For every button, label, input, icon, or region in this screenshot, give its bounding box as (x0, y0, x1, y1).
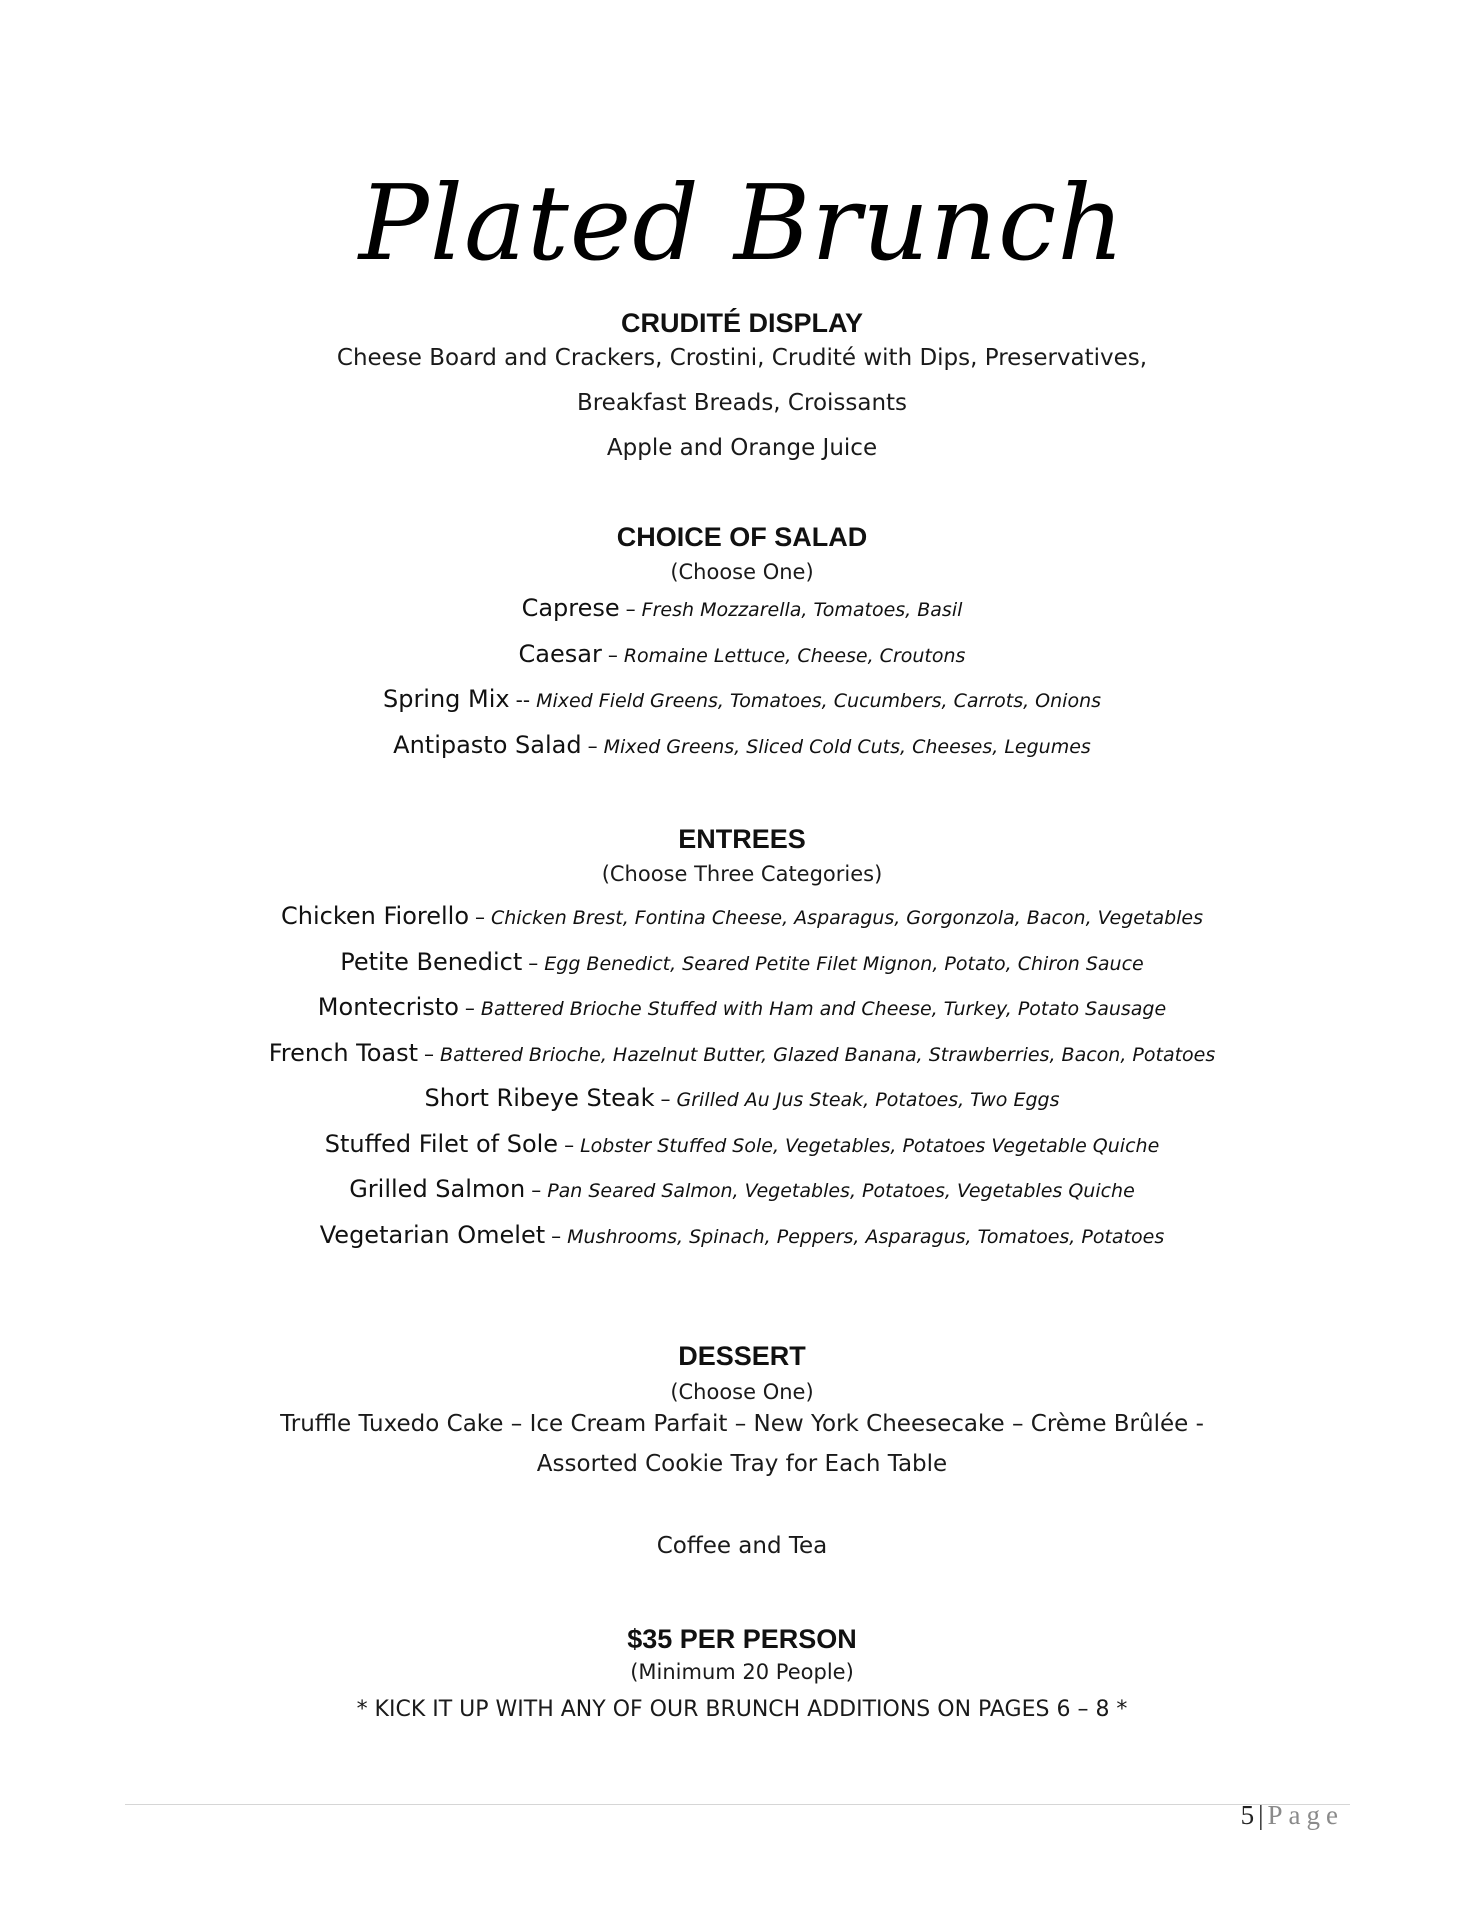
salad-item (0, 594, 1484, 622)
salad-item-desc: Mixed Greens, Sliced Cold Cuts, Cheeses, Legumes (603, 736, 1091, 758)
salad-item (0, 731, 1484, 759)
entree-item-desc: Mushrooms, Spinach, Peppers, Asparagus, Tomatoes, Potatoes (567, 1226, 1165, 1248)
entree-item-desc: Battered Brioche, Hazelnut Butter, Glazed Banana, Strawberries, Bacon, Potatoes (440, 1044, 1216, 1066)
entree-item-desc: Pan Seared Salmon, Vegetables, Potatoes, Vegetables Quiche (547, 1180, 1135, 1202)
dessert-line: Assorted Cookie Tray for Each Table (536, 1451, 948, 1477)
entree-item-name: Grilled Salmon (349, 1175, 526, 1203)
salad-item-sep: – (625, 597, 636, 621)
salad-item-desc: Mixed Field Greens, Tomatoes, Cucumbers, Carrots, Onions (536, 690, 1102, 712)
salad-note: (Choose One) (670, 560, 814, 584)
entree-item-sep: – (424, 1042, 435, 1066)
entree-item-sep: – (660, 1087, 671, 1111)
page-number-value: 5 (1240, 1800, 1255, 1830)
additions-note: * KICK IT UP WITH ANY OF OUR BRUNCH ADDITIONS ON PAGES 6 – 8 * (356, 1697, 1128, 1722)
entree-item-desc: Egg Benedict, Seared Petite Filet Mignon, Potato, Chiron Sauce (544, 953, 1144, 975)
dessert-note: (Choose One) (670, 1380, 814, 1404)
entree-item (0, 1084, 1484, 1112)
crudite-line: Cheese Board and Crackers, Crostini, Crudité with Dips, Preservatives, (336, 345, 1148, 371)
entree-item-sep: – (475, 905, 485, 929)
entree-item-sep: – (531, 1178, 542, 1202)
page-title: Plated Brunch (358, 162, 1126, 284)
entree-item-desc: Lobster Stuffed Sole, Vegetables, Potatoes Vegetable Quiche (580, 1135, 1160, 1157)
price-note: (Minimum 20 People) (630, 1660, 854, 1684)
salad-item (0, 640, 1484, 668)
entrees-heading: ENTREES (678, 824, 806, 854)
page-label: Page (1267, 1800, 1344, 1830)
price-heading: $35 PER PERSON (627, 1624, 857, 1654)
entree-item (0, 948, 1484, 976)
entree-item (0, 902, 1484, 930)
entree-item (0, 1221, 1484, 1249)
salad-item-sep: – (607, 643, 618, 667)
entree-item-desc: Grilled Au Jus Steak, Potatoes, Two Eggs (676, 1089, 1060, 1111)
entree-item-sep: – (528, 951, 539, 975)
beverage-line: Coffee and Tea (656, 1533, 828, 1559)
footer-divider (125, 1804, 1350, 1805)
entrees-note: (Choose Three Categories) (601, 862, 883, 886)
entree-item (0, 1175, 1484, 1203)
dessert-line: Truffle Tuxedo Cake – Ice Cream Parfait – New York Cheesecake – Crème Brûlée - (280, 1411, 1204, 1437)
entree-item-sep: – (551, 1224, 562, 1248)
entree-item-sep: – (564, 1133, 575, 1157)
salad-item-name: Caesar (518, 640, 602, 668)
salad-item-desc: Romaine Lettuce, Cheese, Croutons (623, 645, 966, 667)
crudite-heading: CRUDITÉ DISPLAY (620, 308, 864, 338)
entree-item (0, 1130, 1484, 1158)
entree-item-desc: Chicken Brest, Fontina Cheese, Asparagus, Gorgonzola, Bacon, Vegetables (491, 907, 1204, 929)
entree-item (0, 993, 1484, 1021)
entree-item-desc: Battered Brioche Stuffed with Ham and Cheese, Turkey, Potato Sausage (480, 998, 1167, 1020)
page-number (1241, 1800, 1344, 1831)
entree-item-name: Short Ribeye Steak (424, 1084, 655, 1112)
entree-item-name: French Toast (268, 1039, 419, 1067)
dessert-heading: DESSERT (678, 1341, 806, 1371)
salad-item-sep: – (587, 734, 598, 758)
salad-item-name: Caprese (521, 594, 620, 622)
salad-item (0, 685, 1484, 713)
crudite-line: Apple and Orange Juice (606, 435, 878, 461)
page-number-separator: | (1258, 1800, 1264, 1830)
crudite-line: Breakfast Breads, Croissants (576, 390, 908, 416)
salad-item-name: Antipasto Salad (393, 731, 582, 759)
salad-heading: CHOICE OF SALAD (616, 522, 868, 552)
salad-item-desc: Fresh Mozzarella, Tomatoes, Basil (641, 599, 963, 621)
salad-item-sep: -- (515, 688, 531, 712)
entree-item-sep: – (464, 996, 475, 1020)
entree-item-name: Petite Benedict (340, 948, 523, 976)
entree-item-name: Stuffed Filet of Sole (324, 1130, 559, 1158)
entree-item-name: Montecristo (317, 993, 459, 1021)
entree-item-name: Vegetarian Omelet (319, 1221, 546, 1249)
salad-item-name: Spring Mix (382, 685, 510, 713)
entree-item (0, 1039, 1484, 1067)
entree-item-name: Chicken Fiorello (280, 902, 469, 930)
